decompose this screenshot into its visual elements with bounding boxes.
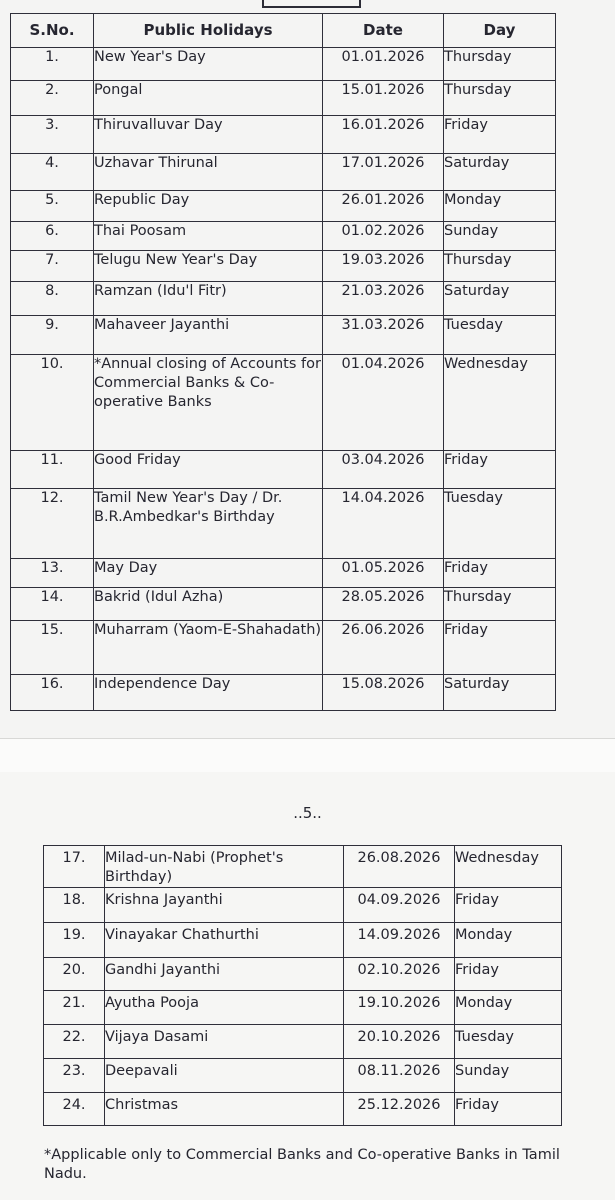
cell-day: Friday — [455, 958, 562, 991]
table-row — [44, 1059, 562, 1093]
table-row — [11, 675, 556, 711]
cell-sno: 3. — [11, 116, 94, 154]
cell-holiday-name: Telugu New Year's Day — [94, 251, 323, 282]
table-row — [11, 251, 556, 282]
cell-date: 01.02.2026 — [323, 222, 444, 251]
cell-date: 08.11.2026 — [344, 1059, 455, 1093]
cell-date: 20.10.2026 — [344, 1025, 455, 1059]
cell-holiday-name: Ramzan (Idu'l Fitr) — [94, 282, 323, 316]
cell-sno: 2. — [11, 81, 94, 116]
cell-sno: 15. — [11, 621, 94, 675]
cell-day: Thursday — [444, 251, 556, 282]
cell-sno: 16. — [11, 675, 94, 711]
cell-sno: 14. — [11, 588, 94, 621]
cell-holiday-name: Milad-un-Nabi (Prophet's Birthday) — [105, 846, 344, 888]
cell-day: Thursday — [444, 48, 556, 81]
table-row — [44, 1025, 562, 1059]
cell-date: 04.09.2026 — [344, 888, 455, 923]
cell-date: 15.08.2026 — [323, 675, 444, 711]
cell-sno: 4. — [11, 154, 94, 191]
page-break-gap — [0, 738, 615, 774]
cell-day: Tuesday — [444, 489, 556, 559]
cell-date: 19.10.2026 — [344, 991, 455, 1025]
cell-date: 28.05.2026 — [323, 588, 444, 621]
cell-day: Saturday — [444, 154, 556, 191]
cell-day: Friday — [455, 1093, 562, 1126]
table-row — [44, 923, 562, 958]
page-number-marker: ..5.. — [293, 804, 322, 822]
table-row — [11, 316, 556, 355]
table-row — [44, 888, 562, 923]
table-row — [11, 621, 556, 675]
table-header-row — [11, 14, 556, 48]
table-row — [11, 81, 556, 116]
table-row — [11, 116, 556, 154]
table-row — [11, 222, 556, 251]
cell-day: Wednesday — [444, 355, 556, 451]
cell-date: 01.04.2026 — [323, 355, 444, 451]
cell-holiday-name: Ayutha Pooja — [105, 991, 344, 1025]
cell-holiday-name: *Annual closing of Accounts for Commercial Banks & Co-operative Banks — [94, 355, 323, 451]
table-row — [11, 48, 556, 81]
cell-sno: 1. — [11, 48, 94, 81]
cell-day: Sunday — [444, 222, 556, 251]
cell-holiday-name: Good Friday — [94, 451, 323, 489]
cell-date: 15.01.2026 — [323, 81, 444, 116]
cell-day: Tuesday — [455, 1025, 562, 1059]
header-tab-mark — [262, 0, 361, 8]
cell-date: 14.09.2026 — [344, 923, 455, 958]
cell-sno: 7. — [11, 251, 94, 282]
cell-day: Sunday — [455, 1059, 562, 1093]
cell-sno: 23. — [44, 1059, 105, 1093]
cell-holiday-name: Vinayakar Chathurthi — [105, 923, 344, 958]
table-row — [11, 559, 556, 588]
table-row — [11, 191, 556, 222]
cell-day: Saturday — [444, 675, 556, 711]
cell-sno: 10. — [11, 355, 94, 451]
document-page-2 — [0, 772, 615, 1200]
cell-date: 25.12.2026 — [344, 1093, 455, 1126]
cell-sno: 24. — [44, 1093, 105, 1126]
cell-day: Thursday — [444, 81, 556, 116]
cell-sno: 11. — [11, 451, 94, 489]
table-row — [11, 282, 556, 316]
cell-holiday-name: Tamil New Year's Day / Dr. B.R.Ambedkar's Birthday — [94, 489, 323, 559]
cell-date: 14.04.2026 — [323, 489, 444, 559]
cell-day: Monday — [444, 191, 556, 222]
cell-date: 19.03.2026 — [323, 251, 444, 282]
cell-date: 31.03.2026 — [323, 316, 444, 355]
cell-holiday-name: New Year's Day — [94, 48, 323, 81]
cell-date: 17.01.2026 — [323, 154, 444, 191]
cell-sno: 9. — [11, 316, 94, 355]
holidays-table-part-2 — [43, 845, 562, 1126]
cell-date: 01.01.2026 — [323, 48, 444, 81]
footnote: *Applicable only to Commercial Banks and Co-operative Banks in Tamil Nadu. — [44, 1147, 560, 1182]
cell-day: Friday — [455, 888, 562, 923]
cell-sno: 22. — [44, 1025, 105, 1059]
table-row — [44, 1093, 562, 1126]
cell-day: Friday — [444, 451, 556, 489]
cell-holiday-name: Thiruvalluvar Day — [94, 116, 323, 154]
header-day: Day — [444, 14, 556, 48]
cell-holiday-name: Bakrid (Idul Azha) — [94, 588, 323, 621]
cell-date: 21.03.2026 — [323, 282, 444, 316]
table-row — [11, 588, 556, 621]
cell-holiday-name: Deepavali — [105, 1059, 344, 1093]
cell-day: Monday — [455, 923, 562, 958]
header-date: Date — [323, 14, 444, 48]
table-row — [44, 958, 562, 991]
cell-date: 26.08.2026 — [344, 846, 455, 888]
cell-sno: 8. — [11, 282, 94, 316]
cell-sno: 5. — [11, 191, 94, 222]
table-row — [11, 451, 556, 489]
cell-date: 02.10.2026 — [344, 958, 455, 991]
cell-holiday-name: Gandhi Jayanthi — [105, 958, 344, 991]
cell-date: 26.01.2026 — [323, 191, 444, 222]
cell-holiday-name: Thai Poosam — [94, 222, 323, 251]
cell-sno: 17. — [44, 846, 105, 888]
header-sno: S.No. — [11, 14, 94, 48]
cell-sno: 18. — [44, 888, 105, 923]
cell-day: Wednesday — [455, 846, 562, 888]
cell-day: Friday — [444, 116, 556, 154]
cell-day: Thursday — [444, 588, 556, 621]
table-row — [11, 154, 556, 191]
cell-holiday-name: Muharram (Yaom-E-Shahadath) — [94, 621, 323, 675]
cell-day: Friday — [444, 621, 556, 675]
cell-day: Friday — [444, 559, 556, 588]
table-row — [44, 846, 562, 888]
cell-date: 26.06.2026 — [323, 621, 444, 675]
cell-sno: 19. — [44, 923, 105, 958]
cell-date: 03.04.2026 — [323, 451, 444, 489]
cell-day: Monday — [455, 991, 562, 1025]
cell-date: 16.01.2026 — [323, 116, 444, 154]
header-public-holidays: Public Holidays — [94, 14, 323, 48]
table-row — [11, 489, 556, 559]
cell-holiday-name: Vijaya Dasami — [105, 1025, 344, 1059]
cell-day: Tuesday — [444, 316, 556, 355]
cell-holiday-name: Independence Day — [94, 675, 323, 711]
holidays-table-part-1 — [10, 13, 556, 711]
cell-sno: 13. — [11, 559, 94, 588]
table-row — [44, 991, 562, 1025]
cell-sno: 6. — [11, 222, 94, 251]
cell-holiday-name: Krishna Jayanthi — [105, 888, 344, 923]
cell-sno: 12. — [11, 489, 94, 559]
cell-holiday-name: Mahaveer Jayanthi — [94, 316, 323, 355]
cell-day: Saturday — [444, 282, 556, 316]
cell-date: 01.05.2026 — [323, 559, 444, 588]
cell-holiday-name: Pongal — [94, 81, 323, 116]
table-row — [11, 355, 556, 451]
cell-holiday-name: Uzhavar Thirunal — [94, 154, 323, 191]
cell-holiday-name: Christmas — [105, 1093, 344, 1126]
cell-holiday-name: Republic Day — [94, 191, 323, 222]
cell-sno: 21. — [44, 991, 105, 1025]
cell-sno: 20. — [44, 958, 105, 991]
cell-holiday-name: May Day — [94, 559, 323, 588]
